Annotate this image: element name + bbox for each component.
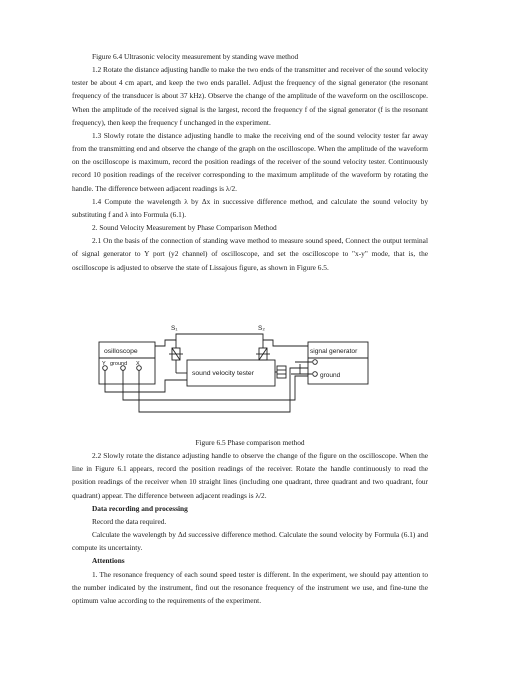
data-recording-heading: Data recording and processing	[92, 503, 188, 513]
record-data-paragraph: Record the data required.	[92, 516, 167, 526]
text-block-bottom	[72, 436, 428, 607]
paragraph-1-3: 1.3 Slowly rotate the distance adjusting handle to make the receiving end of the sound velocity tester far away from the transmitting end and observe the change of the graph on the oscilloscope. When the amplitude of the waveform on the oscilloscope is maximum, record the position readings of the receiver of the sound velocity tester. Continuously record 10 position readings of the receiver corresponding to the maximum amplitude of the waveform by rotating the handle. The difference between adjacent readings is λ/2.	[72, 130, 428, 193]
s1-label: S₁	[171, 325, 178, 332]
ground-left-label: ground	[110, 361, 128, 367]
signal-generator-label: signal generator	[310, 348, 358, 355]
calculate-paragraph: Calculate the wavelength by Δd successive difference method. Calculate the sound velocity by Formula (6.1) and compute its uncertainty.	[72, 530, 428, 553]
ground-right-label: ground	[320, 372, 341, 379]
x-label: X	[136, 361, 140, 367]
attention-item-1: 1. The resonance frequency of each sound speed tester is different. In the experiment, we should pay attention to the number indicated by the instrument, find out the resonance frequency of the instrument we use, and fine-tune the optimum value according to the requirements of the experiment.	[72, 569, 428, 605]
figure-6-5-caption: Figure 6.5 Phase comparison method	[195, 438, 305, 447]
paragraph-1-2: 1.2 Rotate the distance adjusting handle to make the two ends of the transmitter and receiver of the sound velocity tester be about 4 cm apart, and keep the two ends parallel. Adjust the frequency of the signal generator (the resonant frequency of the transducer is about 37 kHz). Observe the change of the amplitude of the waveform on the oscilloscope. When the amplitude of the received signal is the largest, record the frequency f of the signal generator (f is the resonant frequency), then keep the frequency f unchanged in the experiment.	[72, 65, 428, 127]
text-block-top	[72, 50, 428, 274]
figure-6-4-caption: Figure 6.4 Ultrasonic velocity measurement by standing wave method	[92, 52, 299, 61]
section-heading-2: 2. Sound Velocity Measurement by Phase Comparison Method	[92, 223, 277, 233]
s2-label: S₂	[258, 325, 265, 332]
oscilloscope-label: osilloscope	[104, 348, 138, 355]
paragraph-2-1: 2.1 On the basis of the connection of standing wave method to measure sound speed, Connect the output terminal of signal generator to Y port (y2 channel) of oscilloscope, and set the oscilloscope to "x-y" mode, that is, the oscilloscope is adjusted to observe the state of Lissajous figure, as shown in Figure 6.5.	[72, 236, 428, 272]
tester-label: sound velocity tester	[192, 370, 254, 377]
y-label: Y	[102, 361, 106, 367]
phase-comparison-diagram	[95, 320, 385, 432]
attentions-heading: Attentions	[92, 556, 125, 566]
paragraph-2-2: 2.2 Slowly rotate the distance adjusting handle to observe the change of the figure on the oscilloscope. When the line in Figure 6.1 appears, record the position readings of the receiver. Rotate the handle continuously to read the position readings of the receiver when 10 straight lines (including one quadrant, three quadrant and two quadrant, four quadrant) appear. The difference between adjacent readings is λ/2.	[72, 451, 428, 500]
paragraph-1-4: 1.4 Compute the wavelength λ by Δx in successive difference method, and calculate the sound velocity by substituting f and λ into Formula (6.1).	[72, 196, 428, 219]
